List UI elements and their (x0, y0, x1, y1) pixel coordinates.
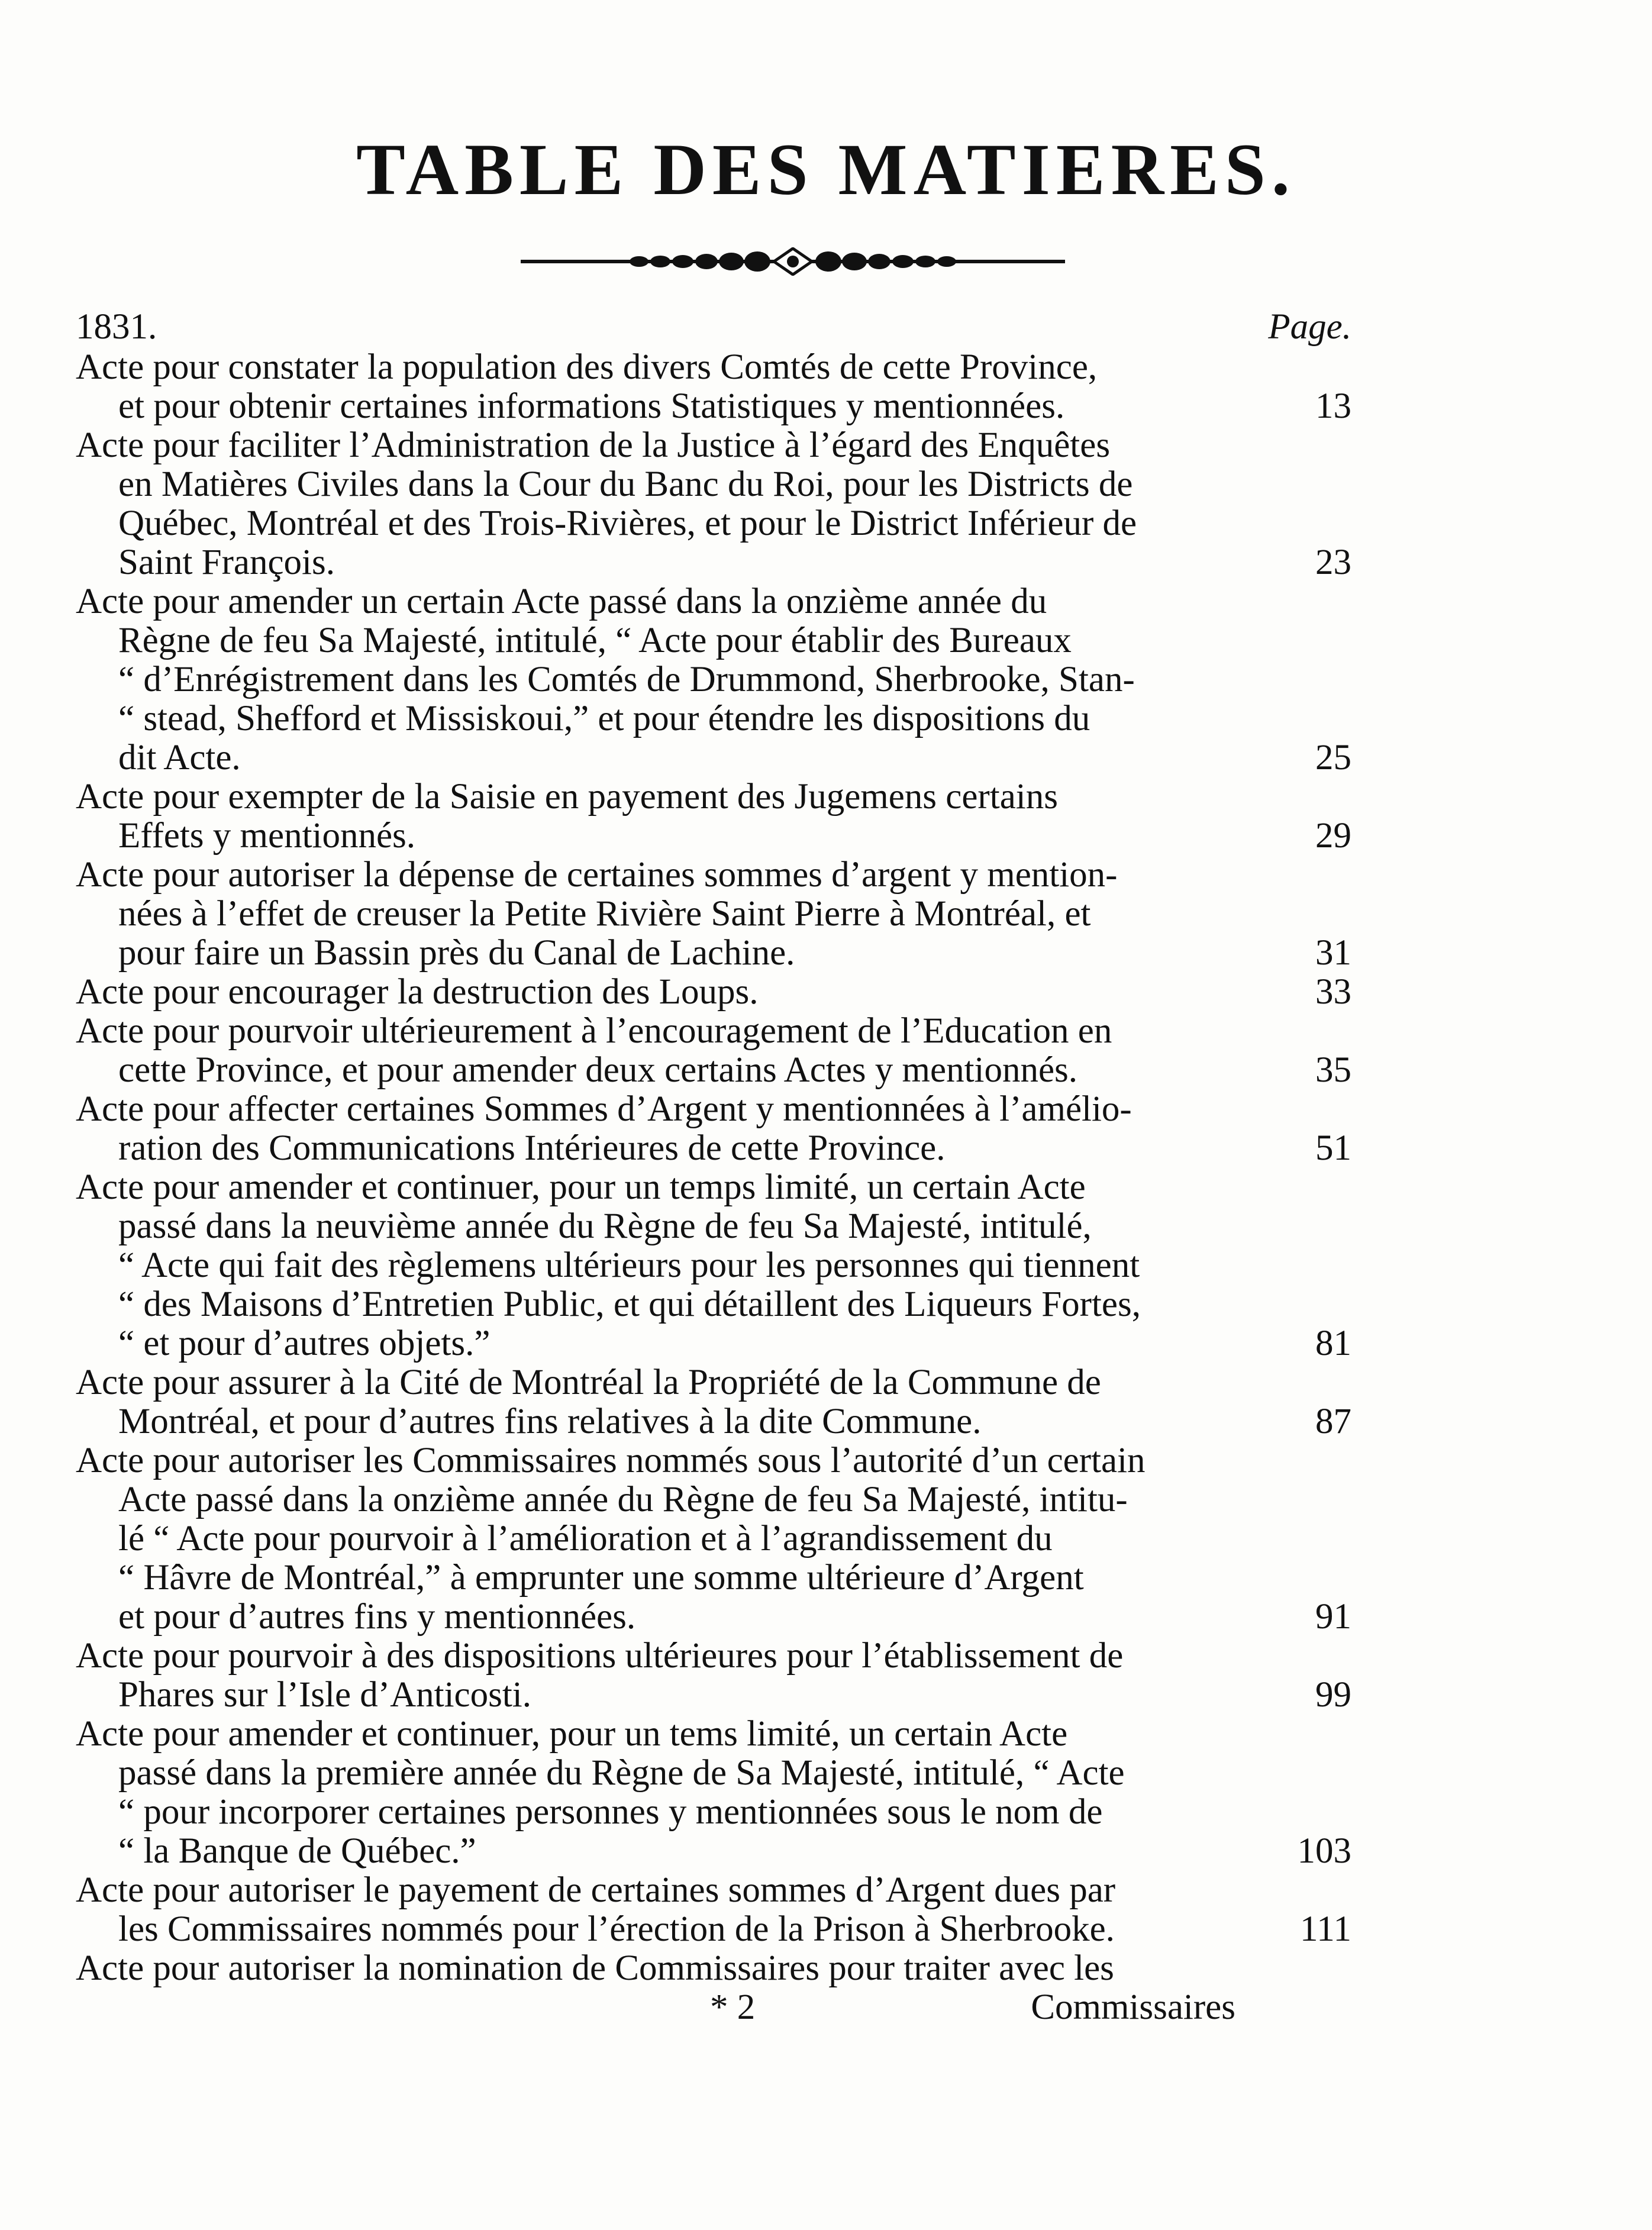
page-number: 51 (1315, 1128, 1351, 1168)
entry-line: ration des Communications Intérieures de cette Province. (118, 1128, 946, 1168)
page-number: 29 (1315, 816, 1351, 856)
entry-line: Acte pour constater la population des divers Comtés de cette Province, (76, 347, 1098, 387)
entry-line: “ d’Enrégistrement dans les Comtés de Drummond, Sherbrooke, Stan- (118, 660, 1135, 699)
entry-line: les Commissaires nommés pour l’érection de la Prison à Sherbrooke. (118, 1909, 1115, 1949)
entry-line: Acte pour amender un certain Acte passé dans la onzième année du (76, 582, 1047, 621)
page-number: 25 (1315, 738, 1351, 777)
entry-line: “ la Banque de Québec.” (118, 1831, 476, 1871)
entry-line: Acte pour amender et continuer, pour un tems limité, un certain Acte (76, 1714, 1068, 1754)
entry-line: lé “ Acte pour pourvoir à l’amélioration et à l’agrandissement du (118, 1519, 1053, 1558)
page-number: 23 (1315, 543, 1351, 582)
entry-line: Acte pour pourvoir ultérieurement à l’encouragement de l’Education en (76, 1011, 1112, 1051)
entry-line: Acte pour autoriser le payement de certaines sommes d’Argent dues par (76, 1870, 1116, 1910)
page-number: 99 (1315, 1675, 1351, 1715)
entry-line: Acte pour encourager la destruction des Loups. (76, 972, 759, 1012)
entry-line: Québec, Montréal et des Trois-Rivières, et pour le District Inférieur de (118, 504, 1137, 543)
page-number: 103 (1297, 1831, 1351, 1871)
entry-line: Acte pour faciliter l’Administration de la Justice à l’égard des Enquêtes (76, 425, 1111, 465)
entry-line: Acte pour assurer à la Cité de Montréal la Propriété de la Commune de (76, 1363, 1101, 1402)
page-number: 35 (1315, 1050, 1351, 1090)
entry-line: passé dans la première année du Règne de Sa Majesté, intitulé, “ Acte (118, 1753, 1125, 1793)
page-number: 87 (1315, 1402, 1351, 1441)
entry-line: Acte pour autoriser la nomination de Commissaires pour traiter avec les (76, 1948, 1114, 1988)
entry-line: “ Acte qui fait des règlemens ultérieurs pour les personnes qui tiennent (118, 1245, 1140, 1285)
entry-line: Acte pour exempter de la Saisie en payement des Jugemens certains (76, 777, 1058, 817)
page-number: 31 (1315, 933, 1351, 973)
entry-line: nées à l’effet de creuser la Petite Rivière Saint Pierre à Montréal, et (118, 894, 1091, 934)
ornament-divider (521, 247, 1065, 276)
entry-line: Acte pour affecter certaines Sommes d’Argent y mentionnées à l’amélio- (76, 1089, 1132, 1129)
entry-line: Effets y mentionnés. (118, 816, 416, 856)
entry-line: Acte pour autoriser les Commissaires nommés sous l’autorité d’un certain (76, 1441, 1146, 1480)
entry-line: Acte pour autoriser la dépense de certaines sommes d’argent y mention- (76, 855, 1118, 895)
entry-line: “ et pour d’autres objets.” (118, 1324, 491, 1363)
entry-line: “ pour incorporer certaines personnes y mentionnées sous le nom de (118, 1792, 1103, 1832)
year-label: 1831. (76, 307, 157, 347)
page-column-header: Page. (1268, 307, 1351, 347)
entry-line: en Matières Civiles dans la Cour du Banc du Roi, pour les Districts de (118, 464, 1133, 504)
page-number: 33 (1315, 972, 1351, 1012)
entry-line: Phares sur l’Isle d’Anticosti. (118, 1675, 531, 1715)
entry-line: “ des Maisons d’Entretien Public, et qui détaillent des Liqueurs Fortes, (118, 1285, 1141, 1324)
entry-line: “ Hâvre de Montréal,” à emprunter une somme ultérieure d’Argent (118, 1558, 1084, 1598)
entry-line: Montréal, et pour d’autres fins relatives à la dite Commune. (118, 1402, 982, 1441)
entry-line: Saint François. (118, 543, 335, 582)
entry-line: “ stead, Shefford et Missiskoui,” et pour étendre les dispositions du (118, 699, 1090, 738)
signature-mark: * 2 (710, 1987, 756, 2027)
entry-line: cette Province, et pour amender deux certains Actes y mentionnés. (118, 1050, 1078, 1090)
entry-line: et pour obtenir certaines informations Statistiques y mentionnées. (118, 386, 1065, 426)
entry-line: Règne de feu Sa Majesté, intitulé, “ Acte pour établir des Bureaux (118, 621, 1072, 660)
entry-line: Acte pour pourvoir à des dispositions ultérieures pour l’établissement de (76, 1636, 1124, 1676)
entry-line: Acte passé dans la onzième année du Règne de feu Sa Majesté, intitu- (118, 1480, 1128, 1519)
entry-line: dit Acte. (118, 738, 241, 777)
page-number: 111 (1300, 1909, 1351, 1949)
entry-line: et pour d’autres fins y mentionnées. (118, 1597, 636, 1637)
page-number: 81 (1315, 1324, 1351, 1363)
page-number: 13 (1315, 386, 1351, 426)
catchword: Commissaires (1031, 1987, 1235, 2027)
page-title: TABLE DES MATIERES. (356, 129, 1296, 210)
entry-line: passé dans la neuvième année du Règne de feu Sa Majesté, intitulé, (118, 1206, 1092, 1246)
entry-line: Acte pour amender et continuer, pour un temps limité, un certain Acte (76, 1167, 1086, 1207)
page-number: 91 (1315, 1597, 1351, 1637)
entry-line: pour faire un Bassin près du Canal de Lachine. (118, 933, 795, 973)
